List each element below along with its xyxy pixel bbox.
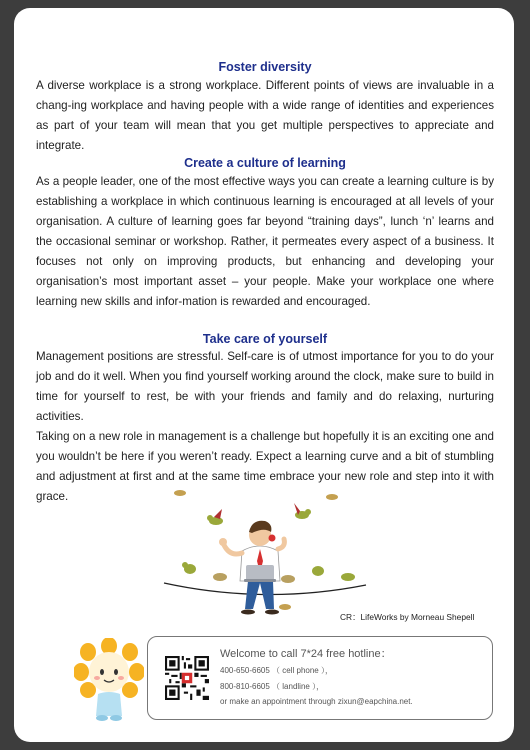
heading-take-care: Take care of yourself xyxy=(202,332,328,346)
paragraph-take-care: Management positions are stressful. Self-care is of utmost importance for you to do your job and do it well. When you find yourself working around the clock, make sure to build in time for yourself to rest, be with your friends and family and do relaxing, nurturing activities. xyxy=(36,350,494,423)
hotline-email: or make an appointment through zixun@eapchina.net. xyxy=(220,697,413,706)
sunflower-mascot-icon xyxy=(74,638,144,726)
hotline-box xyxy=(147,636,493,720)
heading-foster-diversity: Foster diversity xyxy=(218,60,312,74)
hotline-title: Welcome to call 7*24 free hotline： xyxy=(220,648,392,660)
heading-culture-of-learning: Create a culture of learning xyxy=(184,156,346,170)
paragraph-closing: Taking on a new role in management is a challenge but hopefully it is an exciting one and you wouldn’t be here if you weren’t ready. Expect a learning curve and a bit of stumbling and adjustment at first and at the same time embrace your new role and step into it with grace. xyxy=(36,430,494,503)
manager-with-birds-illustration xyxy=(160,485,370,625)
hotline-landline: 800-810-6605 （ landline ）， xyxy=(220,682,325,691)
qr-code-icon[interactable] xyxy=(165,656,209,700)
image-credit: CR：LifeWorks by Morneau Shepell xyxy=(340,612,475,622)
hotline-cell-phone: 400-650-6605 （ cell phone ）， xyxy=(220,666,333,675)
paragraph-culture-of-learning: As a people leader, one of the most effective ways you can create a learning culture is by establishing a workplace in which continuous learning is encouraged at all levels of your organisation. A culture of learning goes far beyond “training days”, lunch ‘n’ learns and the occasional seminar or workshop. Rather, it permeates every aspect of a business. It focuses not only on improving products, but enhancing and developing your organisation’s most important asset – your people. Make your workplace one where learning new skills and infor-mation is rewarded and encouraged. xyxy=(36,175,494,308)
paragraph-foster-diversity: A diverse workplace is a strong workplace. Different points of views are invaluable in a chang-ing workplace and having people with a wide range of identities and experiences as part of your team will mean that you get multiple perspectives to appreciate and integrate. xyxy=(36,79,494,152)
